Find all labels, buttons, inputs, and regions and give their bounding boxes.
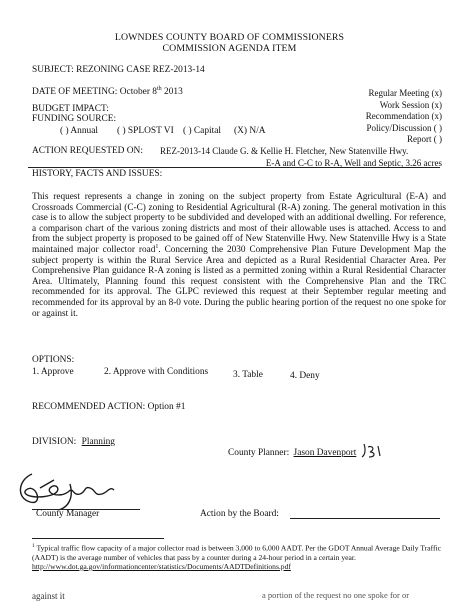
subject-line: SUBJECT: REZONING CASE REZ-2013-14 bbox=[32, 65, 205, 75]
date-year: 2013 bbox=[161, 87, 183, 98]
action-by-board-label: Action by the Board: bbox=[200, 509, 279, 519]
division-label: DIVISION: bbox=[32, 437, 77, 447]
option-4: 4. Deny bbox=[290, 371, 320, 381]
footnote bbox=[32, 542, 444, 571]
meeting-type-work-session: Work Session (x) bbox=[379, 99, 442, 110]
history-heading: HISTORY, FACTS AND ISSUES: bbox=[32, 169, 163, 179]
action-by-board-line bbox=[290, 518, 440, 519]
meeting-type-report: Report ( ) bbox=[407, 134, 442, 144]
county-planner-label: County Planner: bbox=[228, 448, 290, 458]
county-planner bbox=[228, 448, 356, 459]
funding-na: (X) N/A bbox=[234, 126, 266, 136]
option-2: 2. Approve with Conditions bbox=[104, 367, 209, 377]
footnote-number: 1 bbox=[32, 543, 35, 549]
action-requested-line-2: E-A and C-C to R-A, Well and Septic, 3.26 acres bbox=[265, 158, 442, 168]
meeting-type-regular: Regular Meeting (x) bbox=[368, 88, 442, 98]
option-1: 1. Approve bbox=[32, 367, 74, 377]
funding-capital: ( ) Capital bbox=[183, 126, 222, 136]
action-requested-label: ACTION REQUESTED ON: bbox=[32, 146, 143, 156]
date-suffix: th bbox=[157, 86, 162, 92]
history-text-b: . Concerning the 2030 Comprehensive Plan Future Development Map the subject property is within the Rural Service Area and depicted as a Rural Residential Character Area. Per Comprehensive Plan guidance R-A zoning is listed as a permitted zoning within a Rural Residential Character Area. Ultimately, Planning found this request consistent with the Comprehensive Plan and the TRC recommended for its approval. The GLPC reviewed this request at their September regular meeting and recommended for its approval by an 8-0 vote. During the public hearing portion of the request no one spoke for or against it. bbox=[32, 244, 447, 319]
county-manager-label: County Manager bbox=[36, 509, 100, 519]
header-line-1: LOWNDES COUNTY BOARD OF COMMISSIONERS bbox=[114, 32, 345, 43]
bleed-through-right: a portion of the request no one spoke for or bbox=[262, 590, 410, 600]
meeting-type-policy: Policy/Discussion ( ) bbox=[366, 122, 442, 133]
footnote-text: Typical traffic flow capacity of a major collector road is between 3,000 to 6,000 AADT. Per the GDOT Annual Average Daily Traffic (AADT) is the average number of vehicles that pass by a counter during a 24-hour period in a certain year. bbox=[32, 543, 442, 562]
meeting-type-recommendation: Recommendation (x) bbox=[365, 111, 442, 121]
date-label: DATE OF MEETING: bbox=[32, 87, 118, 98]
date-of-meeting bbox=[32, 84, 183, 98]
budget-impact: BUDGET IMPACT: bbox=[32, 104, 109, 114]
planner-initials-mark bbox=[360, 441, 386, 461]
meeting-type-list bbox=[300, 88, 442, 146]
history-text-a: This request represents a change in zoning on the subject property from Estate Agricultural (E-A) and Crossroads Commercial (C-C) zoning to Residential Agricultural (R-A) zoning. The general motivation in this case is to allow the subject property to be subdivided and developed with an additional dwelling. For reference, a comparison chart of the various zoning districts and most of their allowable uses is attached. Access to and from the subject property is proposed to be gained off of New Statenville Hwy. New Statenville Hwy is a State maintained major collector road bbox=[32, 192, 446, 255]
county-planner-value: Jason Davenport bbox=[293, 448, 357, 458]
footnote-separator bbox=[32, 538, 164, 539]
funding-annual: ( ) Annual bbox=[60, 126, 99, 136]
section-divider bbox=[28, 167, 440, 168]
division-value: Planning bbox=[81, 437, 115, 447]
history-paragraph bbox=[32, 192, 446, 319]
date-value: October 8 bbox=[119, 87, 157, 98]
funding-source-label: FUNDING SOURCE: bbox=[32, 114, 117, 124]
bleed-through-left: against it bbox=[32, 591, 65, 601]
header-line-2: COMMISSION AGENDA ITEM bbox=[162, 43, 297, 54]
footnote-ref: 1 bbox=[155, 243, 159, 250]
recommended-action: RECOMMENDED ACTION: Option #1 bbox=[32, 402, 186, 412]
options-label: OPTIONS: bbox=[32, 355, 75, 365]
option-3: 3. Table bbox=[233, 370, 263, 380]
division bbox=[32, 437, 115, 448]
funding-splost: ( ) SPLOST VI bbox=[117, 126, 174, 136]
footnote-link[interactable]: http://www.dot.ga.gov/informationcenter/statistics/Documents/AADTDefinitions.pdf bbox=[32, 561, 291, 571]
action-requested-line-1: REZ-2013-14 Claude G. & Kellie H. Fletcher, New Statenville Hwy. bbox=[160, 146, 409, 156]
